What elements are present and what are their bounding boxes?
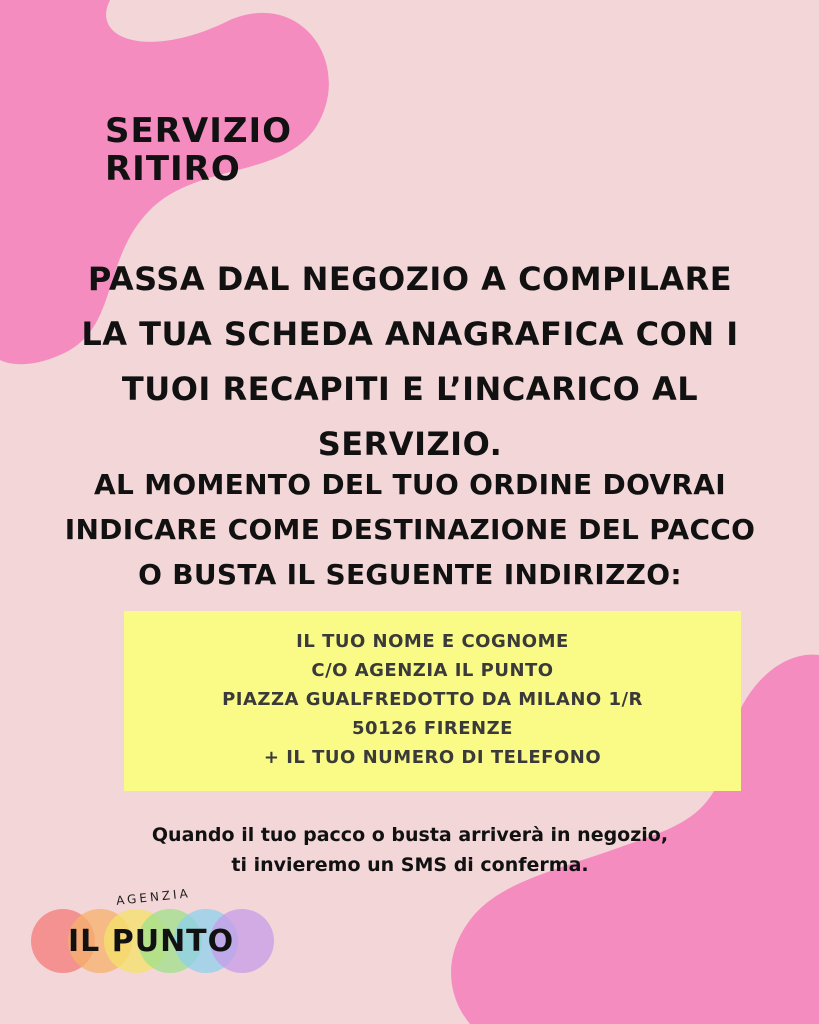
instruction-paragraph-2: AL MOMENTO DEL TUO ORDINE DOVRAI INDICARE COME DESTINAZIONE DEL PACCO O BUSTA IL SEGUENTE INDIRIZZO: — [64, 468, 756, 591]
logo-top-text: AGENZIA — [115, 886, 192, 908]
agency-logo — [28, 886, 288, 980]
address-line-phone: + IL TUO NUMERO DI TELEFONO — [263, 747, 602, 768]
page-title — [105, 112, 292, 188]
address-line-care-of: C/O AGENZIA IL PUNTO — [311, 660, 554, 681]
title-line-1: SERVIZIO — [105, 111, 293, 151]
title-line-2: RITIRO — [105, 149, 241, 189]
logo-name: IL PUNTO — [68, 924, 235, 959]
address-line-street: PIAZZA GUALFREDOTTO DA MILANO 1/R — [222, 689, 643, 710]
address-line-name: IL TUO NOME E COGNOME — [296, 631, 569, 652]
address-box — [124, 611, 741, 791]
instruction-paragraph-1: PASSA DAL NEGOZIO A COMPILARE LA TUA SCHEDA ANAGRAFICA CON I TUOI RECAPITI E L’INCARICO AL SERVIZIO. — [81, 260, 739, 463]
confirmation-note: Quando il tuo pacco o busta arriverà in negozio, ti invieremo un SMS di conferma. — [151, 824, 669, 876]
address-line-city: 50126 FIRENZE — [352, 718, 513, 739]
